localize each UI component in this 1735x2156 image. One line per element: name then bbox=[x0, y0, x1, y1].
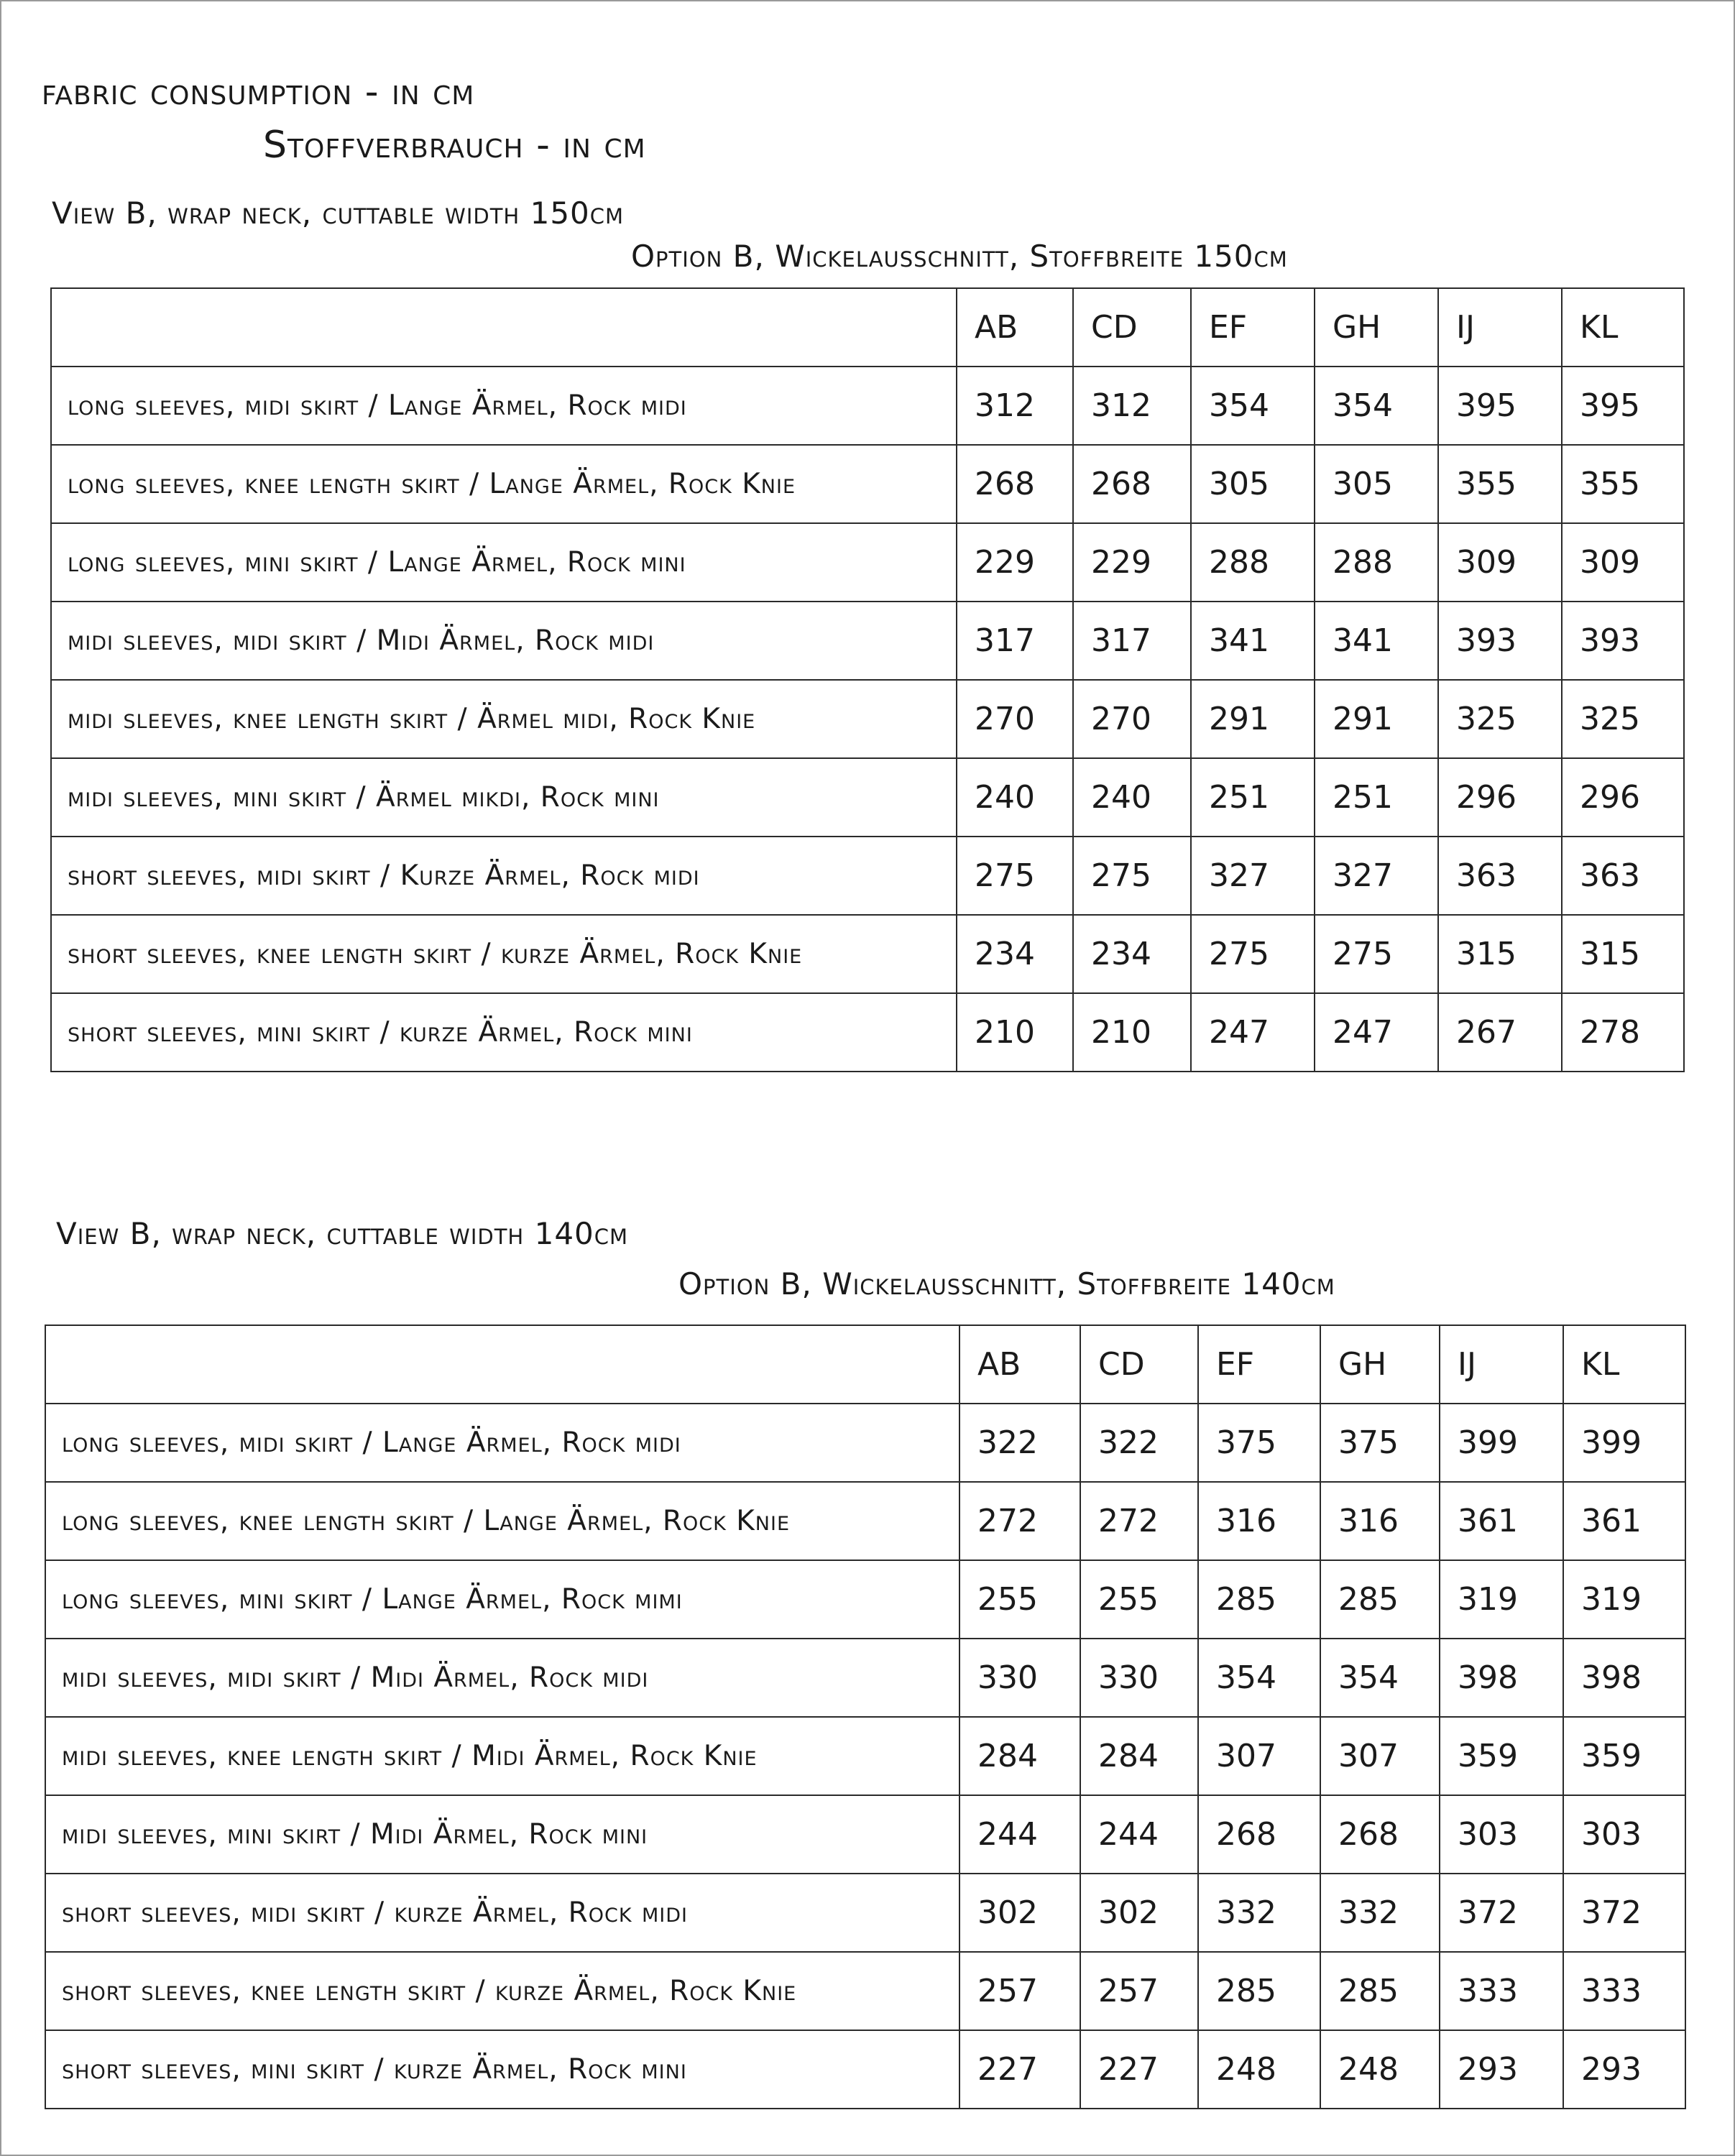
consumption-value-cell: 354 bbox=[1191, 367, 1315, 445]
consumption-value-cell: 293 bbox=[1563, 2030, 1685, 2109]
consumption-value-cell: 319 bbox=[1563, 1560, 1685, 1639]
row-label: long sleeves, mini skirt / Lange Ärmel, Rock mimi bbox=[45, 1560, 959, 1639]
row-label: midi sleeves, mini skirt / Midi Ärmel, Rock mini bbox=[45, 1795, 959, 1874]
row-label: midi sleeves, mini skirt / Ärmel mikdi, Rock mini bbox=[51, 758, 957, 837]
consumption-value-cell: 285 bbox=[1320, 1560, 1440, 1639]
page-title-german: Stoffverbrauch - in cm bbox=[263, 124, 646, 167]
size-column-header: IJ bbox=[1440, 1325, 1563, 1404]
consumption-value-cell: 322 bbox=[1080, 1404, 1198, 1482]
size-column-header: CD bbox=[1080, 1325, 1198, 1404]
consumption-value-cell: 322 bbox=[959, 1404, 1080, 1482]
header-corner-cell bbox=[51, 288, 957, 367]
consumption-value-cell: 309 bbox=[1562, 523, 1684, 602]
consumption-value-cell: 332 bbox=[1198, 1874, 1320, 1952]
consumption-value-cell: 275 bbox=[957, 837, 1073, 915]
consumption-value-cell: 375 bbox=[1320, 1404, 1440, 1482]
consumption-value-cell: 255 bbox=[1080, 1560, 1198, 1639]
consumption-value-cell: 399 bbox=[1563, 1404, 1685, 1482]
consumption-value-cell: 234 bbox=[1073, 915, 1191, 993]
consumption-value-cell: 284 bbox=[1080, 1717, 1198, 1795]
table-row bbox=[51, 367, 1684, 445]
page-title: fabric consumption - in cm bbox=[42, 70, 475, 114]
consumption-value-cell: 363 bbox=[1562, 837, 1684, 915]
consumption-value-cell: 305 bbox=[1315, 445, 1438, 523]
consumption-value-cell: 296 bbox=[1438, 758, 1562, 837]
consumption-value-cell: 315 bbox=[1438, 915, 1562, 993]
consumption-value-cell: 327 bbox=[1191, 837, 1315, 915]
consumption-value-cell: 333 bbox=[1563, 1952, 1685, 2030]
row-label: long sleeves, midi skirt / Lange Ärmel, Rock midi bbox=[45, 1404, 959, 1482]
size-column-header: GH bbox=[1320, 1325, 1440, 1404]
row-label: short sleeves, mini skirt / kurze Ärmel, Rock mini bbox=[51, 993, 957, 1072]
size-column-header: GH bbox=[1315, 288, 1438, 367]
consumption-value-cell: 248 bbox=[1198, 2030, 1320, 2109]
consumption-value-cell: 393 bbox=[1438, 602, 1562, 680]
consumption-value-cell: 285 bbox=[1198, 1952, 1320, 2030]
size-column-header: IJ bbox=[1438, 288, 1562, 367]
consumption-value-cell: 354 bbox=[1315, 367, 1438, 445]
header-row bbox=[45, 1325, 1685, 1404]
consumption-value-cell: 309 bbox=[1438, 523, 1562, 602]
consumption-value-cell: 240 bbox=[957, 758, 1073, 837]
consumption-value-cell: 372 bbox=[1440, 1874, 1563, 1952]
table-row bbox=[51, 758, 1684, 837]
consumption-value-cell: 229 bbox=[957, 523, 1073, 602]
consumption-value-cell: 240 bbox=[1073, 758, 1191, 837]
consumption-value-cell: 332 bbox=[1320, 1874, 1440, 1952]
row-label: short sleeves, mini skirt / kurze Ärmel, Rock mini bbox=[45, 2030, 959, 2109]
consumption-value-cell: 288 bbox=[1191, 523, 1315, 602]
consumption-value-cell: 251 bbox=[1315, 758, 1438, 837]
consumption-value-cell: 330 bbox=[1080, 1639, 1198, 1717]
size-column-header: KL bbox=[1562, 288, 1684, 367]
consumption-value-cell: 272 bbox=[1080, 1482, 1198, 1560]
consumption-value-cell: 398 bbox=[1563, 1639, 1685, 1717]
header-row bbox=[51, 288, 1684, 367]
row-label: long sleeves, midi skirt / Lange Ärmel, Rock midi bbox=[51, 367, 957, 445]
consumption-value-cell: 302 bbox=[1080, 1874, 1198, 1952]
consumption-value-cell: 363 bbox=[1438, 837, 1562, 915]
consumption-value-cell: 316 bbox=[1320, 1482, 1440, 1560]
consumption-value-cell: 317 bbox=[957, 602, 1073, 680]
consumption-value-cell: 268 bbox=[1198, 1795, 1320, 1874]
consumption-value-cell: 303 bbox=[1563, 1795, 1685, 1874]
consumption-value-cell: 361 bbox=[1440, 1482, 1563, 1560]
consumption-value-cell: 255 bbox=[959, 1560, 1080, 1639]
table-row bbox=[51, 523, 1684, 602]
consumption-value-cell: 268 bbox=[1073, 445, 1191, 523]
consumption-value-cell: 257 bbox=[959, 1952, 1080, 2030]
table-row bbox=[51, 602, 1684, 680]
fabric-table-140 bbox=[45, 1325, 1686, 2109]
consumption-value-cell: 303 bbox=[1440, 1795, 1563, 1874]
consumption-value-cell: 285 bbox=[1320, 1952, 1440, 2030]
consumption-value-cell: 227 bbox=[1080, 2030, 1198, 2109]
consumption-value-cell: 325 bbox=[1562, 680, 1684, 758]
consumption-value-cell: 312 bbox=[1073, 367, 1191, 445]
consumption-value-cell: 330 bbox=[959, 1639, 1080, 1717]
consumption-value-cell: 319 bbox=[1440, 1560, 1563, 1639]
consumption-value-cell: 244 bbox=[959, 1795, 1080, 1874]
table-row bbox=[51, 915, 1684, 993]
consumption-value-cell: 327 bbox=[1315, 837, 1438, 915]
row-label: short sleeves, midi skirt / kurze Ärmel, Rock midi bbox=[45, 1874, 959, 1952]
consumption-value-cell: 285 bbox=[1198, 1560, 1320, 1639]
consumption-value-cell: 312 bbox=[957, 367, 1073, 445]
consumption-value-cell: 291 bbox=[1191, 680, 1315, 758]
size-column-header: EF bbox=[1191, 288, 1315, 367]
consumption-value-cell: 296 bbox=[1562, 758, 1684, 837]
fabric-table-150 bbox=[50, 287, 1685, 1072]
table1-caption-en: View B, wrap neck, cuttable width 150cm bbox=[52, 195, 625, 231]
consumption-value-cell: 355 bbox=[1562, 445, 1684, 523]
table-row bbox=[45, 1795, 1685, 1874]
consumption-value-cell: 244 bbox=[1080, 1795, 1198, 1874]
header-corner-cell bbox=[45, 1325, 959, 1404]
consumption-value-cell: 399 bbox=[1440, 1404, 1563, 1482]
consumption-value-cell: 275 bbox=[1315, 915, 1438, 993]
consumption-value-cell: 275 bbox=[1191, 915, 1315, 993]
row-label: short sleeves, midi skirt / Kurze Ärmel, Rock midi bbox=[51, 837, 957, 915]
consumption-value-cell: 354 bbox=[1198, 1639, 1320, 1717]
consumption-value-cell: 288 bbox=[1315, 523, 1438, 602]
row-label: long sleeves, knee length skirt / Lange Ärmel, Rock Knie bbox=[51, 445, 957, 523]
consumption-value-cell: 359 bbox=[1563, 1717, 1685, 1795]
table2-caption-en: View B, wrap neck, cuttable width 140cm bbox=[56, 1216, 629, 1251]
consumption-value-cell: 247 bbox=[1315, 993, 1438, 1072]
table-row bbox=[51, 680, 1684, 758]
consumption-value-cell: 325 bbox=[1438, 680, 1562, 758]
consumption-value-cell: 268 bbox=[957, 445, 1073, 523]
consumption-value-cell: 210 bbox=[957, 993, 1073, 1072]
table-row bbox=[45, 1952, 1685, 2030]
consumption-value-cell: 341 bbox=[1315, 602, 1438, 680]
row-label: midi sleeves, knee length skirt / Ärmel midi, Rock Knie bbox=[51, 680, 957, 758]
row-label: short sleeves, knee length skirt / kurze Ärmel, Rock Knie bbox=[51, 915, 957, 993]
consumption-value-cell: 234 bbox=[957, 915, 1073, 993]
size-column-header: CD bbox=[1073, 288, 1191, 367]
row-label: midi sleeves, midi skirt / Midi Ärmel, Rock midi bbox=[45, 1639, 959, 1717]
consumption-value-cell: 393 bbox=[1562, 602, 1684, 680]
consumption-value-cell: 284 bbox=[959, 1717, 1080, 1795]
consumption-value-cell: 275 bbox=[1073, 837, 1191, 915]
table1-caption-de: Option B, Wickelausschnitt, Stoffbreite 150cm bbox=[631, 239, 1288, 274]
consumption-value-cell: 257 bbox=[1080, 1952, 1198, 2030]
consumption-value-cell: 270 bbox=[957, 680, 1073, 758]
consumption-value-cell: 359 bbox=[1440, 1717, 1563, 1795]
row-label: short sleeves, knee length skirt / kurze Ärmel, Rock Knie bbox=[45, 1952, 959, 2030]
consumption-value-cell: 395 bbox=[1438, 367, 1562, 445]
table-row bbox=[51, 445, 1684, 523]
consumption-value-cell: 291 bbox=[1315, 680, 1438, 758]
size-column-header: KL bbox=[1563, 1325, 1685, 1404]
consumption-value-cell: 247 bbox=[1191, 993, 1315, 1072]
table-row bbox=[45, 2030, 1685, 2109]
consumption-value-cell: 375 bbox=[1198, 1404, 1320, 1482]
consumption-value-cell: 248 bbox=[1320, 2030, 1440, 2109]
table-row bbox=[45, 1560, 1685, 1639]
consumption-value-cell: 229 bbox=[1073, 523, 1191, 602]
consumption-value-cell: 293 bbox=[1440, 2030, 1563, 2109]
consumption-value-cell: 302 bbox=[959, 1874, 1080, 1952]
size-column-header: EF bbox=[1198, 1325, 1320, 1404]
consumption-value-cell: 270 bbox=[1073, 680, 1191, 758]
row-label: long sleeves, mini skirt / Lange Ärmel, Rock mini bbox=[51, 523, 957, 602]
size-column-header: AB bbox=[959, 1325, 1080, 1404]
table-row bbox=[45, 1717, 1685, 1795]
table-row bbox=[45, 1404, 1685, 1482]
consumption-value-cell: 315 bbox=[1562, 915, 1684, 993]
row-label: midi sleeves, midi skirt / Midi Ärmel, Rock midi bbox=[51, 602, 957, 680]
consumption-value-cell: 278 bbox=[1562, 993, 1684, 1072]
consumption-value-cell: 210 bbox=[1073, 993, 1191, 1072]
consumption-value-cell: 267 bbox=[1438, 993, 1562, 1072]
consumption-value-cell: 355 bbox=[1438, 445, 1562, 523]
consumption-value-cell: 372 bbox=[1563, 1874, 1685, 1952]
row-label: long sleeves, knee length skirt / Lange Ärmel, Rock Knie bbox=[45, 1482, 959, 1560]
consumption-value-cell: 316 bbox=[1198, 1482, 1320, 1560]
size-column-header: AB bbox=[957, 288, 1073, 367]
table2-caption-de: Option B, Wickelausschnitt, Stoffbreite 140cm bbox=[678, 1266, 1335, 1302]
consumption-value-cell: 398 bbox=[1440, 1639, 1563, 1717]
consumption-value-cell: 227 bbox=[959, 2030, 1080, 2109]
table-row bbox=[45, 1639, 1685, 1717]
table-row bbox=[45, 1482, 1685, 1560]
consumption-value-cell: 341 bbox=[1191, 602, 1315, 680]
consumption-value-cell: 251 bbox=[1191, 758, 1315, 837]
consumption-value-cell: 361 bbox=[1563, 1482, 1685, 1560]
consumption-value-cell: 307 bbox=[1198, 1717, 1320, 1795]
table-row bbox=[45, 1874, 1685, 1952]
consumption-value-cell: 317 bbox=[1073, 602, 1191, 680]
consumption-value-cell: 395 bbox=[1562, 367, 1684, 445]
consumption-value-cell: 272 bbox=[959, 1482, 1080, 1560]
consumption-value-cell: 268 bbox=[1320, 1795, 1440, 1874]
table-row bbox=[51, 993, 1684, 1072]
consumption-value-cell: 354 bbox=[1320, 1639, 1440, 1717]
row-label: midi sleeves, knee length skirt / Midi Ärmel, Rock Knie bbox=[45, 1717, 959, 1795]
consumption-value-cell: 307 bbox=[1320, 1717, 1440, 1795]
consumption-value-cell: 333 bbox=[1440, 1952, 1563, 2030]
consumption-value-cell: 305 bbox=[1191, 445, 1315, 523]
table-row bbox=[51, 837, 1684, 915]
